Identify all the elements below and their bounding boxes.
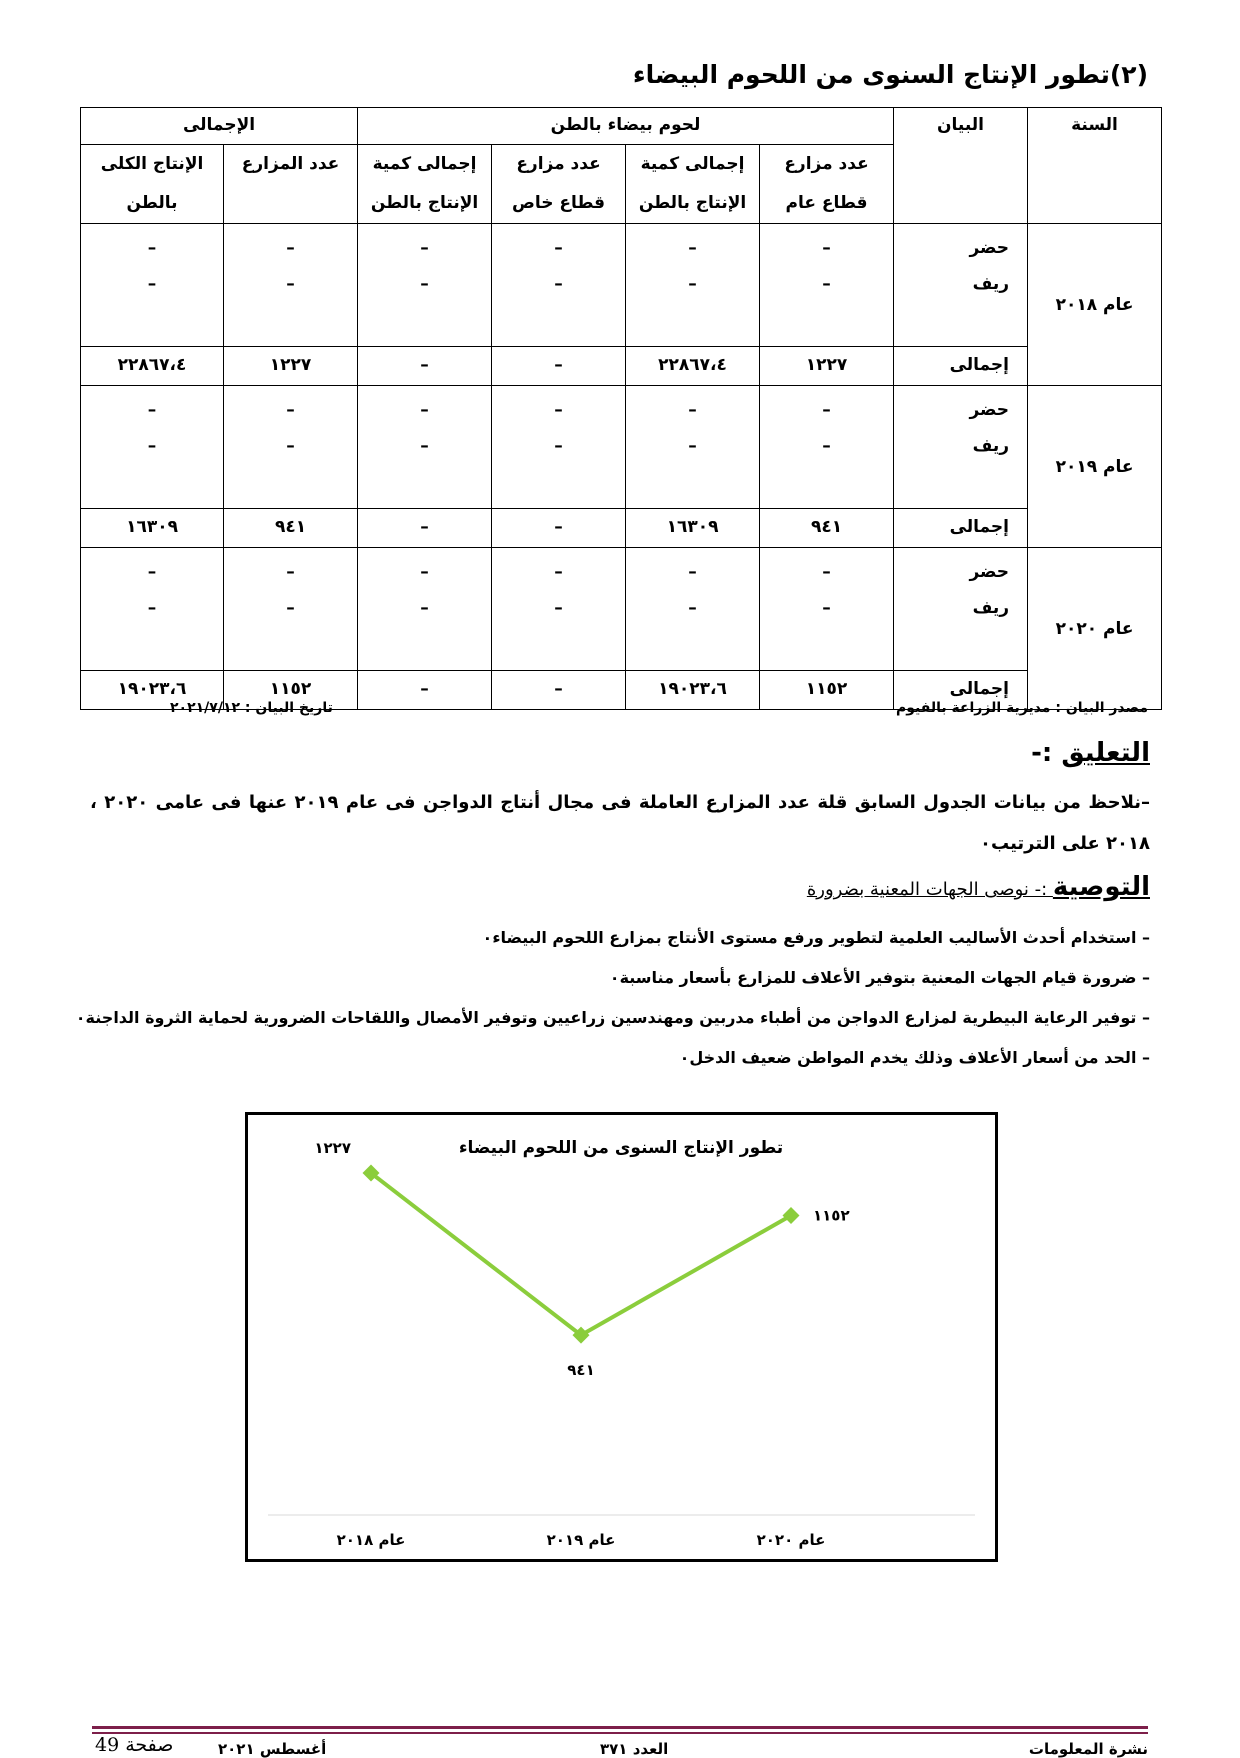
recommendation-item: – توفير الرعاية البيطرية لمزارع الدواجن من أطباء مدربين ومهندسين زراعيين وتوفير الأمصال واللقاحات الضرورية لحماية الثروة الداجنة٠ (75, 1008, 1150, 1027)
total-farms-cell: ١١٥٢ (224, 671, 358, 710)
recommendation-item: – استخدام أحدث الأساليب العلمية لتطوير ورفع مستوى الأنتاج بمزارع اللحوم البيضاء٠ (482, 928, 1150, 947)
total-farms-cell: ٩٤١ (224, 509, 358, 548)
public-farms-cell: ١١٥٢ (760, 671, 894, 710)
total-prod-cell: ١٦٣٠٩ (81, 509, 224, 548)
comment-text: –نلاحظ من بيانات الجدول السابق قلة عدد المزارع العاملة فى مجال أنتاج الدواجن فى عام ٢٠١٩ عنها فى عامى ٢٠٢٠ ، ٢٠١٨ على الترتيب٠ (90, 792, 1151, 854)
comment-heading: التعليق :- (1031, 738, 1150, 768)
public-farms-cell: ١٢٢٧ (760, 347, 894, 386)
recommendation-list (75, 918, 1150, 1078)
data-source: مصدر البيان : مديرية الزراعة بالفيوم (895, 700, 1148, 716)
total-farms-cell: ١٢٢٧ (224, 347, 358, 386)
dash-cell: – – (224, 224, 358, 347)
dash-cell: – – (492, 548, 626, 671)
label-urban-rural: حضر ريف (894, 224, 1028, 347)
public-qty-cell: ٢٢٨٦٧،٤ (626, 347, 760, 386)
label-total: إجمالى (894, 347, 1028, 386)
header-label: البيان (894, 108, 1028, 224)
private-qty-cell: – (358, 509, 492, 548)
header-white-meat: لحوم بيضاء بالطن (358, 108, 894, 145)
dash-cell: – – (224, 548, 358, 671)
private-farms-cell: – (492, 509, 626, 548)
footer-date: أغسطس ٢٠٢١ (218, 1740, 327, 1758)
dash-cell: – – (760, 386, 894, 509)
data-label: ٩٤١ (567, 1361, 595, 1380)
header-public-farms: عدد مزارع قطاع عام (760, 145, 894, 224)
recommendation-item: – ضرورة قيام الجهات المعنية بتوفير الأعلاف للمزارع بأسعار مناسبة٠ (609, 968, 1150, 987)
header-private-qty: إجمالى كمية الإنتاج بالطن (358, 145, 492, 224)
footer-page: صفحة 49 (95, 1734, 174, 1756)
label-total: إجمالى (894, 671, 1028, 710)
footer-rule (92, 1732, 1148, 1734)
footer-publication: نشرة المعلومات (1028, 1740, 1148, 1758)
production-table (80, 107, 1162, 710)
private-farms-cell: – (492, 347, 626, 386)
header-total-farms: عدد المزارع (224, 145, 358, 224)
dash-cell: – – (358, 386, 492, 509)
chart-svg (248, 1115, 995, 1559)
total-prod-cell: ١٩٠٢٣،٦ (81, 671, 224, 710)
total-prod-cell: ٢٢٨٦٧،٤ (81, 347, 224, 386)
header-year: السنة (1028, 108, 1162, 224)
footer-issue: العدد ٣٧١ (600, 1740, 669, 1758)
header-total-prod: الإنتاج الكلى بالطن (81, 145, 224, 224)
dash-cell: – – (626, 548, 760, 671)
year-cell: عام ٢٠١٨ (1028, 224, 1162, 386)
x-tick-label: عام ٢٠١٩ (546, 1531, 616, 1549)
recommendation-heading: التوصية :- نوصى الجهات المعنية بضرورة (806, 872, 1150, 902)
dash-cell: – – (760, 224, 894, 347)
dash-cell: – – (358, 224, 492, 347)
dash-cell: – – (358, 548, 492, 671)
dash-cell: – – (224, 386, 358, 509)
private-farms-cell: – (492, 671, 626, 710)
dash-cell: – – (760, 548, 894, 671)
label-urban-rural: حضر ريف (894, 548, 1028, 671)
x-tick-label: عام ٢٠١٨ (336, 1531, 406, 1549)
x-tick-label: عام ٢٠٢٠ (756, 1531, 826, 1549)
data-label: ١٢٢٧ (314, 1139, 351, 1158)
private-qty-cell: – (358, 347, 492, 386)
page-heading: (٢)تطور الإنتاج السنوى من اللحوم البيضاء (632, 60, 1148, 89)
public-qty-cell: ١٦٣٠٩ (626, 509, 760, 548)
recommendation-item: – الحد من أسعار الأعلاف وذلك يخدم المواطن ضعيف الدخل٠ (679, 1048, 1150, 1067)
header-total: الإجمالى (81, 108, 358, 145)
data-date: تاريخ البيان : ٢٠٢١/٧/١٢ (170, 700, 333, 716)
label-urban-rural: حضر ريف (894, 386, 1028, 509)
line-chart (245, 1112, 998, 1562)
dash-cell: – – (626, 386, 760, 509)
private-qty-cell: – (358, 671, 492, 710)
dash-cell: – – (81, 548, 224, 671)
dash-cell: – – (626, 224, 760, 347)
header-private-farms: عدد مزارع قطاع خاص (492, 145, 626, 224)
footer-rule (92, 1726, 1148, 1729)
dash-cell: – – (492, 224, 626, 347)
chart-title: تطور الإنتاج السنوى من اللحوم البيضاء (458, 1138, 784, 1158)
dash-cell: – – (492, 386, 626, 509)
data-point (783, 1207, 800, 1224)
dash-cell: – – (81, 224, 224, 347)
year-cell: عام ٢٠١٩ (1028, 386, 1162, 548)
dash-cell: – – (81, 386, 224, 509)
public-farms-cell: ٩٤١ (760, 509, 894, 548)
series-line (371, 1173, 791, 1335)
year-cell: عام ٢٠٢٠ (1028, 548, 1162, 710)
data-label: ١١٥٢ (813, 1206, 850, 1225)
public-qty-cell: ١٩٠٢٣،٦ (626, 671, 760, 710)
header-public-qty: إجمالى كمية الإنتاج بالطن (626, 145, 760, 224)
label-total: إجمالى (894, 509, 1028, 548)
